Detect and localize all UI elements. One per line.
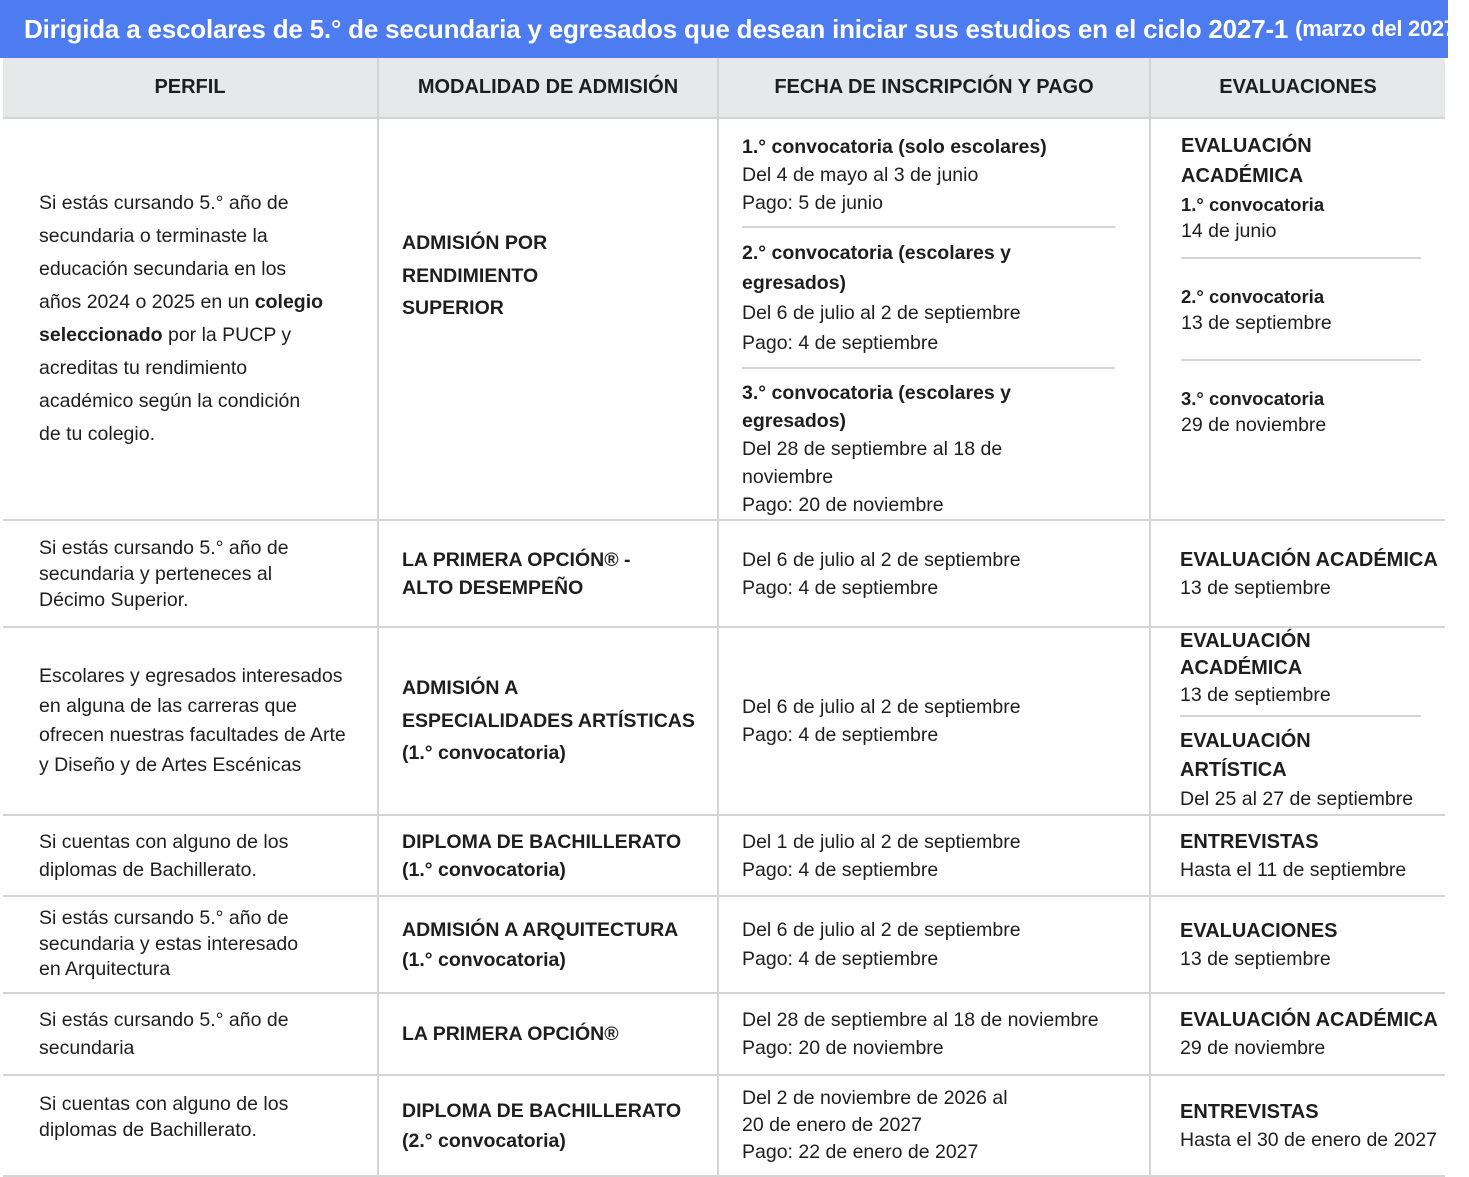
evaluaciones-cell <box>1150 993 1445 1075</box>
modalidad-line: RENDIMIENTO <box>402 264 539 287</box>
fecha-cell <box>718 627 1150 815</box>
evaluacion-heading: EVALUACIÓN ACADÉMICA <box>1180 630 1311 679</box>
evaluacion-date: 29 de noviembre <box>1181 414 1327 436</box>
evaluacion-heading: ENTREVISTAS <box>1180 1100 1319 1123</box>
evaluacion-heading: EVALUACIÓN ACADÉMICA <box>1180 1009 1438 1031</box>
perfil-cell <box>3 1075 378 1176</box>
fecha-dates: Del 6 de julio al 2 de septiembre <box>742 548 1021 571</box>
evaluaciones-cell <box>1150 896 1445 993</box>
evaluacion-heading: EVALUACIÓN ACADÉMICA <box>1180 548 1438 571</box>
modalidad-line: DIPLOMA DE BACHILLERATO <box>402 1099 682 1122</box>
perfil-text: Si estás cursando 5.° año de secundaria o terminaste la educación secundaria en los años 2024 o 2025 en un <box>39 192 289 313</box>
fecha-pago: Pago: 4 de septiembre <box>742 947 939 970</box>
modalidad-line: (1.° convocatoria) <box>402 742 566 765</box>
evaluacion-heading: ENTREVISTAS <box>1180 830 1319 853</box>
modalidad-cell <box>378 1075 718 1176</box>
fecha-pago: Pago: 22 de enero de 2027 <box>742 1141 979 1163</box>
evaluacion-date: 13 de septiembre <box>1180 576 1331 599</box>
header-perfil: PERFIL <box>3 58 378 118</box>
fecha-pago: Pago: 4 de septiembre <box>742 858 939 881</box>
perfil-cell <box>3 993 378 1075</box>
modalidad-line: ADMISIÓN POR <box>402 232 548 254</box>
modalidad-cell <box>378 627 718 815</box>
header-modalidad: MODALIDAD DE ADMISIÓN <box>378 58 718 118</box>
convocatoria-block <box>742 369 1115 519</box>
fecha-cell <box>718 993 1150 1075</box>
evaluacion-block <box>1181 131 1421 259</box>
convocatoria-dates: Del 6 de julio al 2 de septiembre <box>742 302 1021 324</box>
modalidad-line: LA PRIMERA OPCIÓN® <box>402 1023 619 1045</box>
convocatoria-pago: Pago: 20 de noviembre <box>742 494 944 516</box>
evaluacion-heading: EVALUACIÓN ACADÉMICA <box>1181 135 1312 187</box>
modalidad-line: ADMISIÓN A <box>402 677 519 700</box>
perfil-cell <box>3 815 378 896</box>
modalidad-cell <box>378 118 718 520</box>
fecha-pago: Pago: 20 de noviembre <box>742 1037 944 1059</box>
modalidad-cell <box>378 520 718 627</box>
fecha-dates: Del 1 de julio al 2 de septiembre <box>742 830 1021 853</box>
modalidad-cell <box>378 993 718 1075</box>
fecha-dates: Del 6 de julio al 2 de septiembre <box>742 696 1021 718</box>
modalidad-line: ADMISIÓN A ARQUITECTURA <box>402 918 679 941</box>
evaluacion-heading: EVALUACIÓN ARTÍSTICA <box>1180 730 1311 781</box>
perfil-text: Si cuentas con alguno de los diplomas de Bachillerato. <box>39 1093 289 1141</box>
perfil-cell <box>3 627 378 815</box>
table-row <box>3 896 1445 993</box>
fecha-dates-cont: 20 de enero de 2027 <box>742 1114 922 1136</box>
evaluacion-date: 13 de septiembre <box>1181 312 1332 334</box>
banner-note: (marzo del 2027). <box>1295 16 1469 41</box>
evaluacion-label: 2.° convocatoria <box>1181 286 1325 307</box>
modalidad-line: ALTO DESEMPEÑO <box>402 576 584 599</box>
modalidad-line: DIPLOMA DE BACHILLERATO <box>402 830 682 853</box>
fecha-cell <box>718 815 1150 896</box>
evaluacion-block <box>1180 717 1421 814</box>
evaluacion-date: Hasta el 11 de septiembre <box>1180 858 1407 881</box>
convocatoria-title: 2.° convocatoria (escolares y egresados) <box>742 242 1012 294</box>
banner-title: Dirigida a escolares de 5.° de secundaria y egresados que desean iniciar sus estudios en el ciclo 2027-1 <box>24 13 1289 44</box>
perfil-cell <box>3 118 378 520</box>
title-banner <box>0 0 1469 58</box>
fecha-cell <box>718 1075 1150 1176</box>
modalidad-line: LA PRIMERA OPCIÓN® - <box>402 548 631 571</box>
convocatoria-block <box>742 228 1115 369</box>
convocatoria-pago: Pago: 4 de septiembre <box>742 332 939 354</box>
table-row <box>3 815 1445 896</box>
admission-table <box>3 58 1445 1177</box>
perfil-cell <box>3 896 378 993</box>
perfil-text: Si estás cursando 5.° año de secundaria y perteneces al Décimo Superior. <box>39 536 289 611</box>
evaluacion-block <box>1180 628 1421 717</box>
evaluacion-label: 1.° convocatoria <box>1181 194 1325 215</box>
fecha-cell <box>718 118 1150 520</box>
evaluacion-block <box>1181 259 1421 361</box>
evaluacion-date: Del 25 al 27 de septiembre <box>1180 788 1414 810</box>
evaluacion-date: 14 de junio <box>1181 220 1277 242</box>
fecha-pago: Pago: 4 de septiembre <box>742 576 939 599</box>
table-row <box>3 520 1445 627</box>
table-row <box>3 1075 1445 1176</box>
fecha-cell <box>718 520 1150 627</box>
header-fecha: FECHA DE INSCRIPCIÓN Y PAGO <box>718 58 1150 118</box>
perfil-text-cont: por la PUCP y acreditas tu rendimiento académico según la condición de tu colegio. <box>39 324 301 445</box>
header-evaluaciones: EVALUACIONES <box>1150 58 1445 118</box>
evaluaciones-cell <box>1150 815 1445 896</box>
modalidad-line: (1.° convocatoria) <box>402 948 566 971</box>
modalidad-line: ESPECIALIDADES ARTÍSTICAS <box>402 709 695 732</box>
evaluacion-label: 3.° convocatoria <box>1181 388 1325 409</box>
evaluaciones-cell <box>1150 1075 1445 1176</box>
fecha-dates: Del 6 de julio al 2 de septiembre <box>742 918 1021 941</box>
perfil-text: Si estás cursando 5.° año de secundaria y estas interesado en Arquitectura <box>39 907 299 981</box>
convocatoria-block <box>742 133 1115 228</box>
perfil-text: Si estás cursando 5.° año de secundaria <box>39 1009 289 1059</box>
evaluacion-date: 13 de septiembre <box>1180 947 1331 970</box>
fecha-dates: Del 28 de septiembre al 18 de noviembre <box>742 1009 1099 1031</box>
table-row <box>3 993 1445 1075</box>
perfil-text: Si cuentas con alguno de los diplomas de Bachillerato. <box>39 830 289 881</box>
evaluacion-block <box>1181 361 1421 439</box>
perfil-text: Escolares y egresados interesados en alguna de las carreras que ofrecen nuestras facultades de Arte y Diseño y de Artes Escénicas <box>39 665 346 776</box>
fecha-cell <box>718 896 1150 993</box>
convocatoria-dates: Del 28 de septiembre al 18 de noviembre <box>742 438 1003 488</box>
modalidad-cell <box>378 815 718 896</box>
fecha-pago: Pago: 4 de septiembre <box>742 724 939 746</box>
perfil-bold-text: colegio seleccionado <box>39 291 324 346</box>
evaluacion-heading: EVALUACIONES <box>1180 919 1338 942</box>
modalidad-line: (2.° convocatoria) <box>402 1129 566 1152</box>
convocatoria-title: 3.° convocatoria (escolares y egresados) <box>742 382 1012 432</box>
convocatoria-dates: Del 4 de mayo al 3 de junio <box>742 164 979 186</box>
convocatoria-title: 1.° convocatoria (solo escolares) <box>742 136 1047 158</box>
evaluaciones-cell <box>1150 118 1445 520</box>
fecha-dates: Del 2 de noviembre de 2026 al <box>742 1087 1008 1109</box>
perfil-cell <box>3 520 378 627</box>
convocatoria-pago: Pago: 5 de junio <box>742 192 883 214</box>
evaluacion-date: 29 de noviembre <box>1180 1037 1326 1059</box>
table-header-row <box>3 58 1445 118</box>
modalidad-cell <box>378 896 718 993</box>
modalidad-line: (1.° convocatoria) <box>402 858 566 881</box>
evaluaciones-cell <box>1150 520 1445 627</box>
modalidad-line: SUPERIOR <box>402 297 504 319</box>
table-row <box>3 118 1445 520</box>
evaluacion-date: Hasta el 30 de enero de 2027 <box>1180 1128 1437 1151</box>
evaluaciones-cell <box>1150 627 1445 815</box>
evaluacion-date: 13 de septiembre <box>1180 684 1331 706</box>
table-row <box>3 627 1445 815</box>
